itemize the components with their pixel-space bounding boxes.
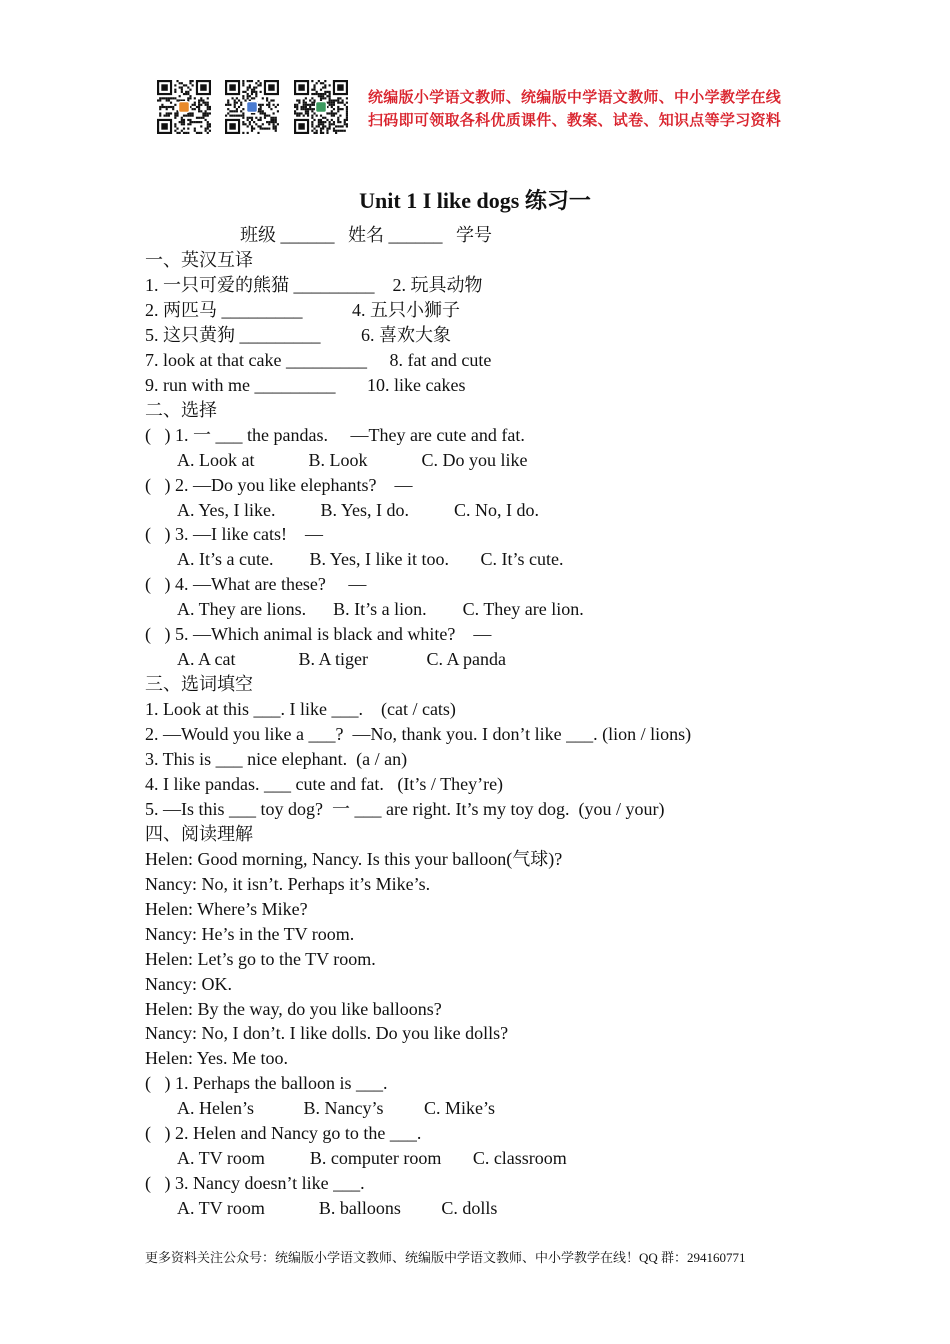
qr-code-icon (294, 80, 348, 134)
exercise-line: 5. —Is this ___ toy dog? 一 ___ are right. It’s my toy dog. (you / your) (145, 798, 665, 819)
qr-code-icon (225, 80, 279, 134)
exercise-line: ( ) 1. 一 ___ the pandas. —They are cute and fat. (145, 424, 525, 445)
exercise-line: 2. 两匹马 _________ 4. 五只小狮子 (145, 299, 460, 320)
exercise-line: 二、选择 (145, 399, 217, 420)
exercise-line: A. Yes, I like. B. Yes, I do. C. No, I do. (177, 499, 540, 520)
exercise-line: A. TV room B. balloons C. dolls (177, 1198, 498, 1219)
exercise-line: A. Look at B. Look C. Do you like (177, 449, 528, 470)
student-info-line: 班级 ______ 姓名 ______ 学号 (240, 225, 492, 245)
exercise-line: 三、选词填空 (145, 674, 253, 695)
exercise-line: 1. 一只可爱的熊猫 _________ 2. 玩具动物 (145, 274, 483, 295)
exercise-line: Helen: Good morning, Nancy. Is this your balloon(气球)? (145, 848, 563, 869)
exercise-line: 4. I like pandas. ___ cute and fat. (It’s / They’re) (145, 773, 504, 794)
exercise-line: 7. look at that cake _________ 8. fat and cute (145, 349, 492, 370)
exercise-line: A. Helen’s B. Nancy’s C. Mike’s (177, 1098, 495, 1119)
exercise-line: Nancy: He’s in the TV room. (145, 923, 355, 944)
exercise-line: 5. 这只黄狗 _________ 6. 喜欢大象 (145, 324, 451, 345)
exercise-line: ( ) 5. —Which animal is black and white? — (145, 624, 492, 645)
exercise-line: A. TV room B. computer room C. classroom (177, 1148, 567, 1169)
exercise-line: Helen: Let’s go to the TV room. (145, 948, 376, 969)
exercise-line: ( ) 3. —I like cats! — (145, 524, 323, 545)
exercise-line: A. A cat B. A tiger C. A panda (177, 649, 506, 670)
promo-banner-line2: 扫码即可领取各科优质课件、教案、试卷、知识点等学习资料 (368, 111, 782, 129)
exercise-line: Nancy: OK. (145, 973, 232, 994)
exercise-line: Helen: Yes. Me too. (145, 1048, 288, 1069)
exercise-line: Helen: By the way, do you like balloons? (145, 998, 442, 1019)
exercise-line: ( ) 2. —Do you like elephants? — (145, 474, 413, 495)
exercise-line: Nancy: No, it isn’t. Perhaps it’s Mike’s. (145, 873, 431, 894)
exercise-line: 3. This is ___ nice elephant. (a / an) (145, 749, 408, 769)
promo-banner-line1: 统编版小学语文教师、统编版中学语文教师、中小学教学在线 (368, 88, 782, 106)
exercise-line: ( ) 4. —What are these? — (145, 574, 367, 595)
exercise-line: A. They are lions. B. It’s a lion. C. They are lion. (177, 599, 584, 620)
exercise-line: ( ) 1. Perhaps the balloon is ___. (145, 1073, 388, 1094)
exercise-line: 9. run with me _________ 10. like cakes (145, 374, 466, 395)
exercise-line: Nancy: No, I don’t. I like dolls. Do you like dolls? (145, 1023, 509, 1044)
exercise-line: ( ) 3. Nancy doesn’t like ___. (145, 1173, 365, 1194)
exercise-line: ( ) 2. Helen and Nancy go to the ___. (145, 1123, 422, 1144)
exercise-line: Helen: Where’s Mike? (145, 898, 308, 919)
promo-banner (368, 86, 781, 132)
exercise-line: 一、英汉互译 (145, 250, 253, 270)
exercise-line: 四、阅读理解 (145, 823, 253, 844)
exercise-line: A. It’s a cute. B. Yes, I like it too. C. It’s cute. (177, 549, 564, 570)
page-title: Unit 1 I like dogs 练习一 (359, 188, 591, 213)
footer-note: 更多资料关注公众号：统编版小学语文教师、统编版中学语文教师、中小学教学在线！QQ 群：294160771 (145, 1250, 746, 1265)
qr-code-icon (157, 80, 211, 134)
exercise-line: 2. —Would you like a ___? —No, thank you. I don’t like ___. (lion / lions) (145, 724, 692, 745)
exercise-line: 1. Look at this ___. I like ___. (cat / cats) (145, 699, 456, 720)
